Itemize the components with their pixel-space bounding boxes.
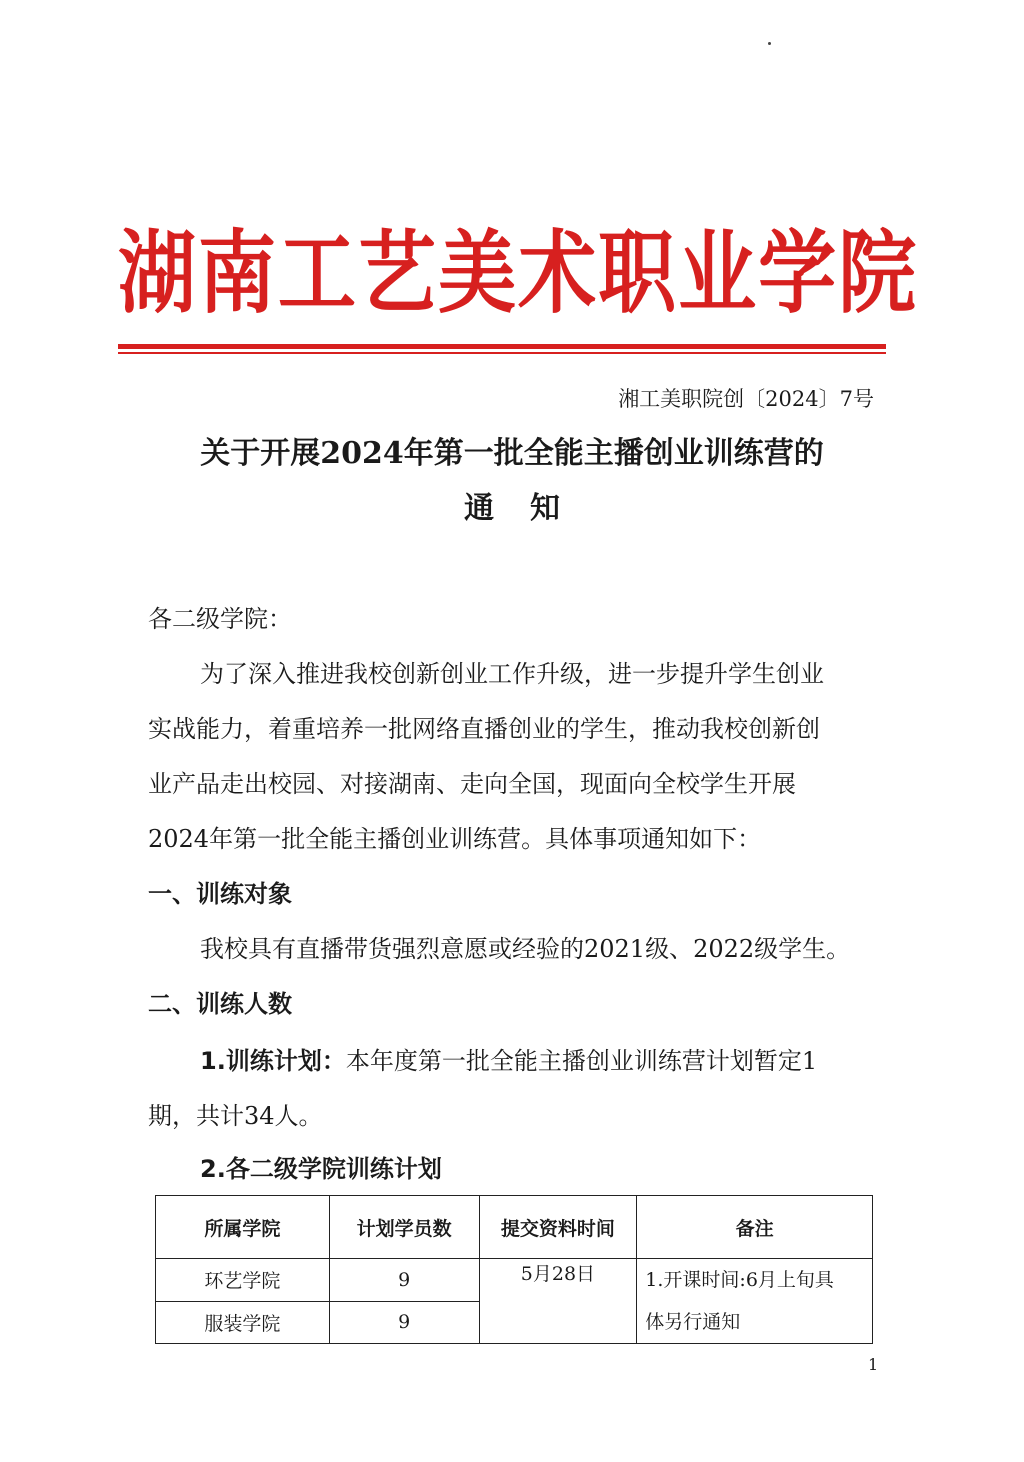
training-plan-line <box>200 1042 930 1080</box>
training-plan-line: 期，共计34人。 <box>148 1102 323 1130</box>
section-heading: 二、训练人数 <box>148 990 292 1018</box>
masthead-char: 湖 <box>118 222 199 326</box>
red-divider-thin <box>118 352 886 354</box>
masthead-char: 术 <box>518 222 599 326</box>
masthead-char: 业 <box>678 222 759 326</box>
college-cell: 服装学院 <box>156 1301 330 1344</box>
intro-line: 2024年第一批全能主播创业训练营。具体事项通知如下： <box>148 825 762 853</box>
submit-date-cell: 5月28日 <box>479 1259 637 1344</box>
note-line: 体另行通知 <box>645 1311 741 1333</box>
red-divider-thick <box>118 344 886 349</box>
masthead-char: 南 <box>198 222 279 326</box>
training-plan-text: 本年度第一批全能主播创业训练营计划暂定1 <box>345 1047 818 1075</box>
masthead-char: 艺 <box>358 222 439 326</box>
column-header: 备注 <box>637 1196 873 1259</box>
document-title: 关于开展2024年第一批全能主播创业训练营的 <box>200 436 824 471</box>
table-header-row <box>156 1196 873 1259</box>
table-row <box>156 1259 873 1302</box>
section-body: 我校具有直播带货强烈意愿或经验的2021级、2022级学生。 <box>200 935 851 963</box>
masthead-char: 院 <box>838 222 919 326</box>
masthead-char: 学 <box>758 222 839 326</box>
note-line: 1.开课时间:6月上旬具 <box>645 1269 834 1291</box>
scan-mark <box>768 42 771 45</box>
count-cell: 9 <box>329 1301 479 1344</box>
masthead-char: 美 <box>438 222 519 326</box>
training-plan-label: 1.训练计划： <box>200 1047 346 1075</box>
intro-line: 为了深入推进我校创新创业工作升级，进一步提升学生创业 <box>200 660 824 688</box>
column-header: 提交资料时间 <box>479 1196 637 1259</box>
note-cell <box>637 1259 873 1344</box>
masthead-char: 工 <box>278 222 359 326</box>
column-header: 计划学员数 <box>329 1196 479 1259</box>
section-heading: 一、训练对象 <box>148 880 292 908</box>
column-header: 所属学院 <box>156 1196 330 1259</box>
page-number: 1 <box>868 1355 879 1374</box>
document-title-notice: 通知 <box>464 491 596 526</box>
intro-line: 业产品走出校园、对接湖南、走向全国，现面向全校学生开展 <box>148 770 796 798</box>
count-cell: 9 <box>329 1259 479 1302</box>
college-cell: 环艺学院 <box>156 1259 330 1302</box>
college-plan-table <box>155 1195 873 1344</box>
document-number: 湘工美职院创〔2024〕7号 <box>618 387 874 411</box>
intro-line: 实战能力，着重培养一批网络直播创业的学生，推动我校创新创 <box>148 715 820 743</box>
masthead-char: 职 <box>598 222 679 326</box>
institution-masthead <box>118 218 919 330</box>
college-plan-label: 2.各二级学院训练计划 <box>200 1155 442 1183</box>
salutation: 各二级学院： <box>148 605 292 633</box>
